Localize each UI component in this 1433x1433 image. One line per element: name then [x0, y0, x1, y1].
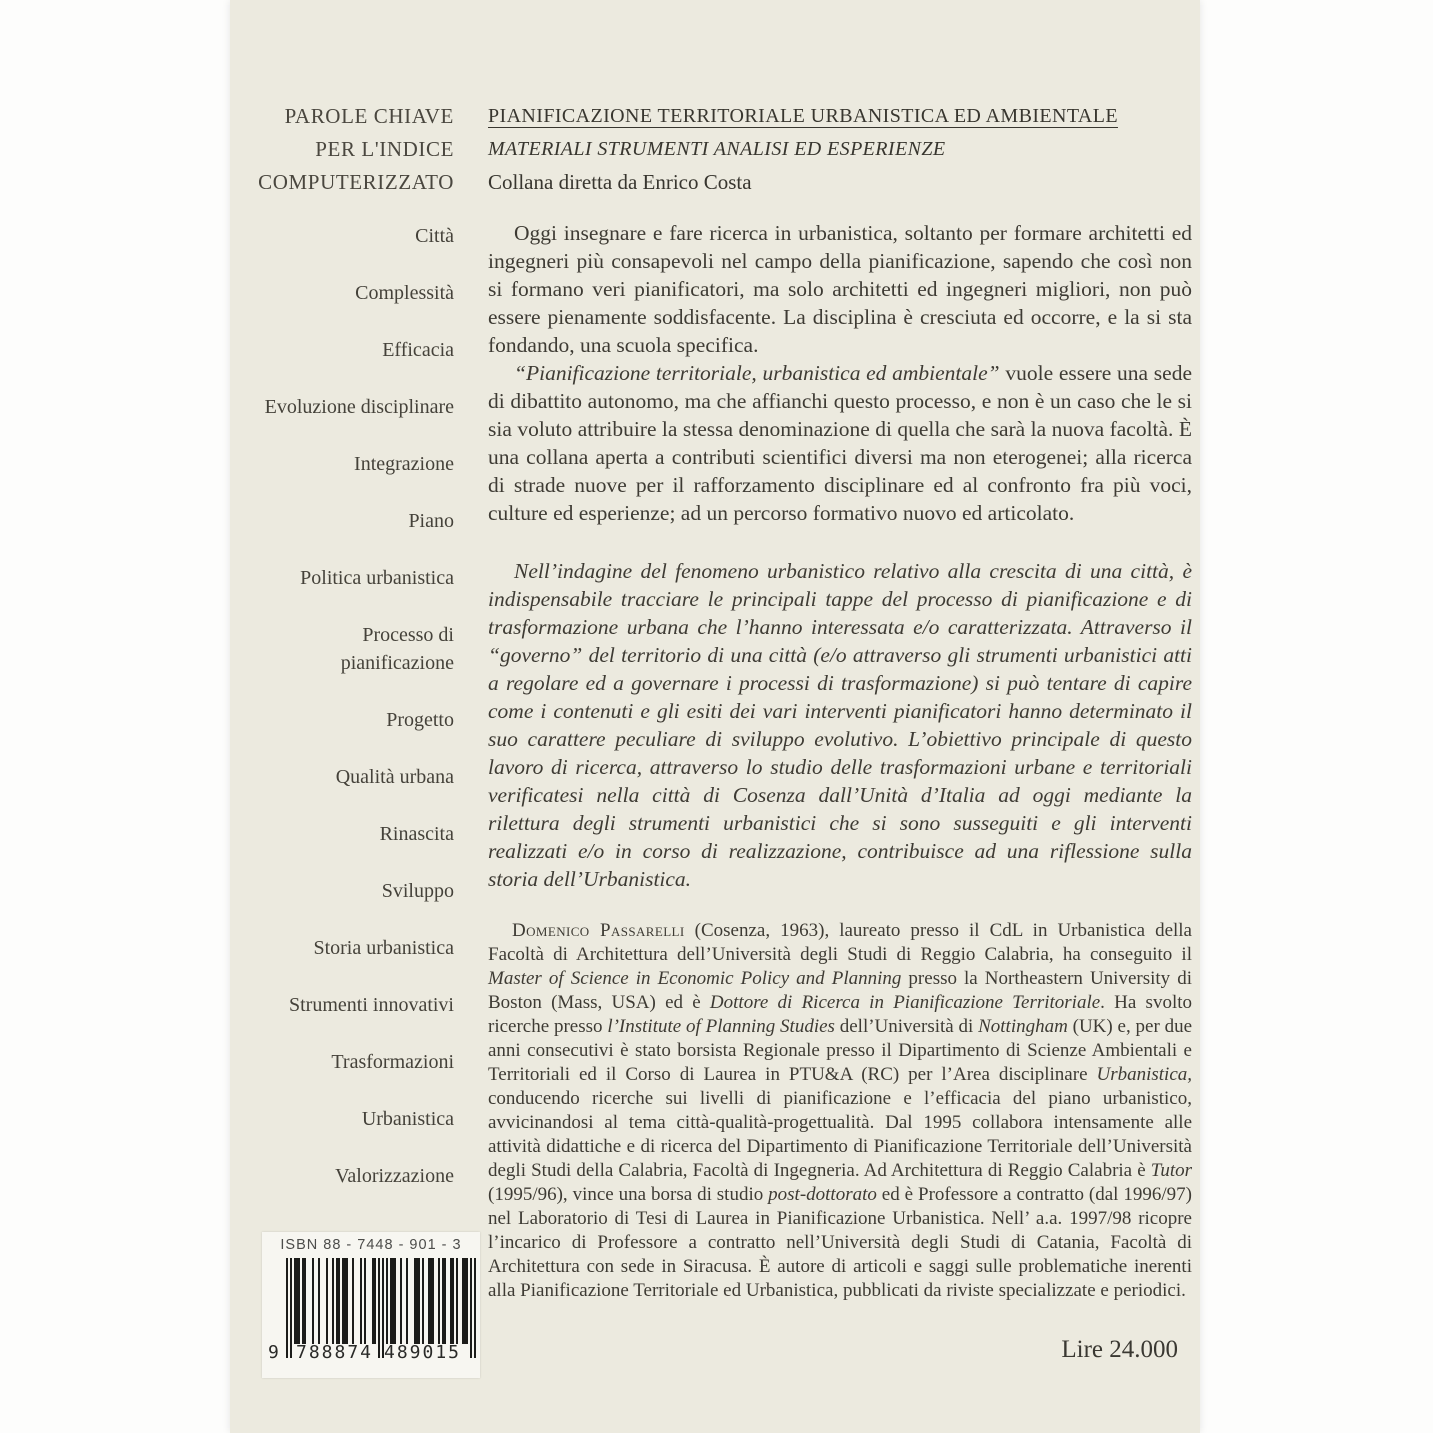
series-title: PIANIFICAZIONE TERRITORIALE URBANISTICA ED AMBIENTALE: [488, 105, 1118, 127]
barcode-panel: [262, 1232, 480, 1378]
keyword-item: Qualità urbana: [335, 766, 454, 788]
keyword-item: Piano: [408, 510, 454, 532]
series-header: [488, 100, 1192, 199]
keywords-column: [248, 100, 454, 1219]
series-subtitle: MATERIALI STRUMENTI ANALISI ED ESPERIENZE: [488, 138, 946, 160]
main-column: [488, 100, 1192, 1322]
paragraph-intro: Oggi insegnare e fare ricerca in urbanistica, soltanto per formare architetti ed ingegneri più consapevoli nel campo della pianificazione, sapendo che così non si formano veri pianificatori, ma solo architetti ed ingegneri migliori, non può essere pienamente soddisfacente. La disciplina è cresciuta ed occorre, e la si sta fondando, una scuola specifica.: [488, 221, 1192, 357]
barcode-bar: [406, 1258, 408, 1344]
keywords-header-line: PAROLE CHIAVE: [284, 104, 454, 128]
barcode-bar: [338, 1258, 340, 1344]
barcode-bar: [386, 1258, 388, 1344]
barcode-bar: [326, 1258, 328, 1344]
price-label: Lire 24.000: [1061, 1336, 1178, 1363]
barcode-bar: [422, 1258, 424, 1344]
keywords-list: [248, 222, 454, 1190]
keyword-item: Politica urbanistica: [300, 567, 454, 589]
barcode-bar: [438, 1258, 440, 1344]
keyword-item: Sviluppo: [381, 880, 454, 902]
keyword-item: Valorizzazione: [335, 1165, 454, 1187]
barcode-digits-left-group: 788874: [296, 1342, 374, 1363]
keywords-header-line: COMPUTERIZZATO: [258, 170, 454, 194]
barcode-bar: [318, 1258, 320, 1344]
barcode-bar: [304, 1258, 306, 1344]
barcode-bar: [456, 1258, 458, 1344]
isbn-label: ISBN 88 - 7448 - 901 - 3: [280, 1237, 462, 1253]
keyword-item: Efficacia: [382, 339, 454, 361]
barcode-bar: [346, 1258, 348, 1344]
barcode-bar: [312, 1258, 314, 1344]
keyword-item: Progetto: [386, 709, 454, 731]
barcode-bar: [364, 1258, 366, 1344]
barcode-bar: [466, 1258, 468, 1344]
keywords-header: [248, 100, 454, 199]
keyword-item: Città: [415, 225, 454, 247]
keyword-item: Trasformazioni: [331, 1051, 454, 1073]
barcode-bar: [400, 1258, 402, 1344]
barcode-bar: [352, 1258, 354, 1344]
keyword-item: Evoluzione disciplinare: [264, 396, 454, 418]
barcode-bar: [394, 1258, 396, 1344]
barcode-digit-leading: 9: [268, 1342, 279, 1363]
paragraph-series-description: “Pianificazione territoriale, urbanistica ed ambientale” vuole essere una sede di dibattito autonomo, ma che affianchi questo processo, e non è un caso che le si sia voluto attribuire la stessa denominazione di quella che sarà la nuova facoltà. È una collana aperta a contributi scientifici diversi ma non eterogenei; alla ricerca di strade nuove per il rafforzamento disciplinare ed al confronto fra più voci, culture ed esperienze; ad un percorso formativo nuovo ed articolato.: [488, 361, 1192, 525]
barcode-digits-right-group: 489015: [384, 1342, 462, 1363]
book-back-cover: [230, 0, 1200, 1433]
keyword-item: Rinascita: [379, 823, 454, 845]
barcode-bar: [332, 1258, 334, 1344]
keywords-header-line: PER L'INDICE: [315, 137, 454, 161]
author-biography: Domenico Passarelli (Cosenza, 1963), laureato presso il CdL in Urbanistica della Facoltà di Architettura dell’Università degli Studi di Reggio Calabria, ha conseguito il Master of Science in Economic Policy and Planning presso la Northeastern University di Boston (Mass, USA) ed è Dottore di Ricerca in Pianificazione Territoriale. Ha svolto ricerche presso l’Institute of Planning Studies dell’Università di Nottingham (UK) e, per due anni consecutivi è stato borsista Regionale presso il Dipartimento di Scienze Ambientali e Territoriali ed il Corso di Laurea in PTU&A (RC) per l’Area disciplinare Urbanistica, conducendo ricerche sui livelli di pianificazione e l’efficacia del piano urbanistico, avvicinandosi al tema città-qualità-progettualità. Dal 1995 collabora intensamente alle attività didattiche e di ricerca del Dipartimento di Pianificazione Territoriale dell’Università degli Studi della Calabria, Facoltà di Ingegneria. Ad Architettura di Reggio Calabria è Tutor (1995/96), vince una borsa di studio post-dottorato ed è Professore a contratto (dal 1996/97) nel Laboratorio di Tesi di Laurea in Pianificazione Urbanistica. Nell’ a.a. 1997/98 ricopre l’incarico di Professore a contratto nell’Università degli Studi di Catania, Facoltà di Architettura con sede in Siracusa. È autore di articoli e saggi sulle problematiche inerenti alla Pianificazione Territoriale ed Urbanistica, pubblicati da riviste specializzate e periodici.: [488, 920, 1193, 1301]
series-editor: Collana diretta da Enrico Costa: [488, 170, 752, 194]
keyword-item: Processo di pianificazione: [340, 624, 454, 674]
barcode-bar: [452, 1258, 454, 1344]
keyword-item: Complessità: [355, 282, 454, 304]
barcode-digits: [262, 1342, 480, 1366]
keyword-item: Strumenti innovativi: [289, 994, 454, 1016]
barcode-bar: [432, 1258, 434, 1344]
keyword-item: Storia urbanistica: [313, 937, 454, 959]
barcode-bar: [298, 1258, 300, 1344]
barcode-bar: [374, 1258, 376, 1344]
keyword-item: Integrazione: [354, 453, 454, 475]
barcode-bar: [444, 1258, 446, 1344]
barcode-bar: [360, 1258, 362, 1344]
barcode-bar: [418, 1258, 420, 1344]
paragraph-book-abstract: Nell’indagine del fenomeno urbanistico relativo alla crescita di una città, è indispensabile tracciare le principali tappe del processo di pianificazione e di trasformazione urbana che l’hanno interessata e/o caratterizzata. Attraverso il “governo” del territorio di una città (e/o attraverso gli strumenti urbanistici atti a regolare ed a governare i processi di trasformazione) si può tentare di capire come i contenuti e gli esiti dei vari interventi pianificatori hanno determinato il suo carattere peculiare di sviluppo evolutivo. L’obiettivo principale di questo lavoro di ricerca, attraverso lo studio delle trasformazioni urbane e territoriali verificatesi nella città di Cosenza dall’Unità d’Italia ad oggi mediante la rilettura degli strumenti urbanistici che si sono susseguiti e gli interventi realizzati e/o in corso di realizzazione, contribuisce ad una riflessione sulla storia dell’Urbanistica.: [488, 559, 1192, 891]
keyword-item: Urbanistica: [361, 1108, 454, 1130]
